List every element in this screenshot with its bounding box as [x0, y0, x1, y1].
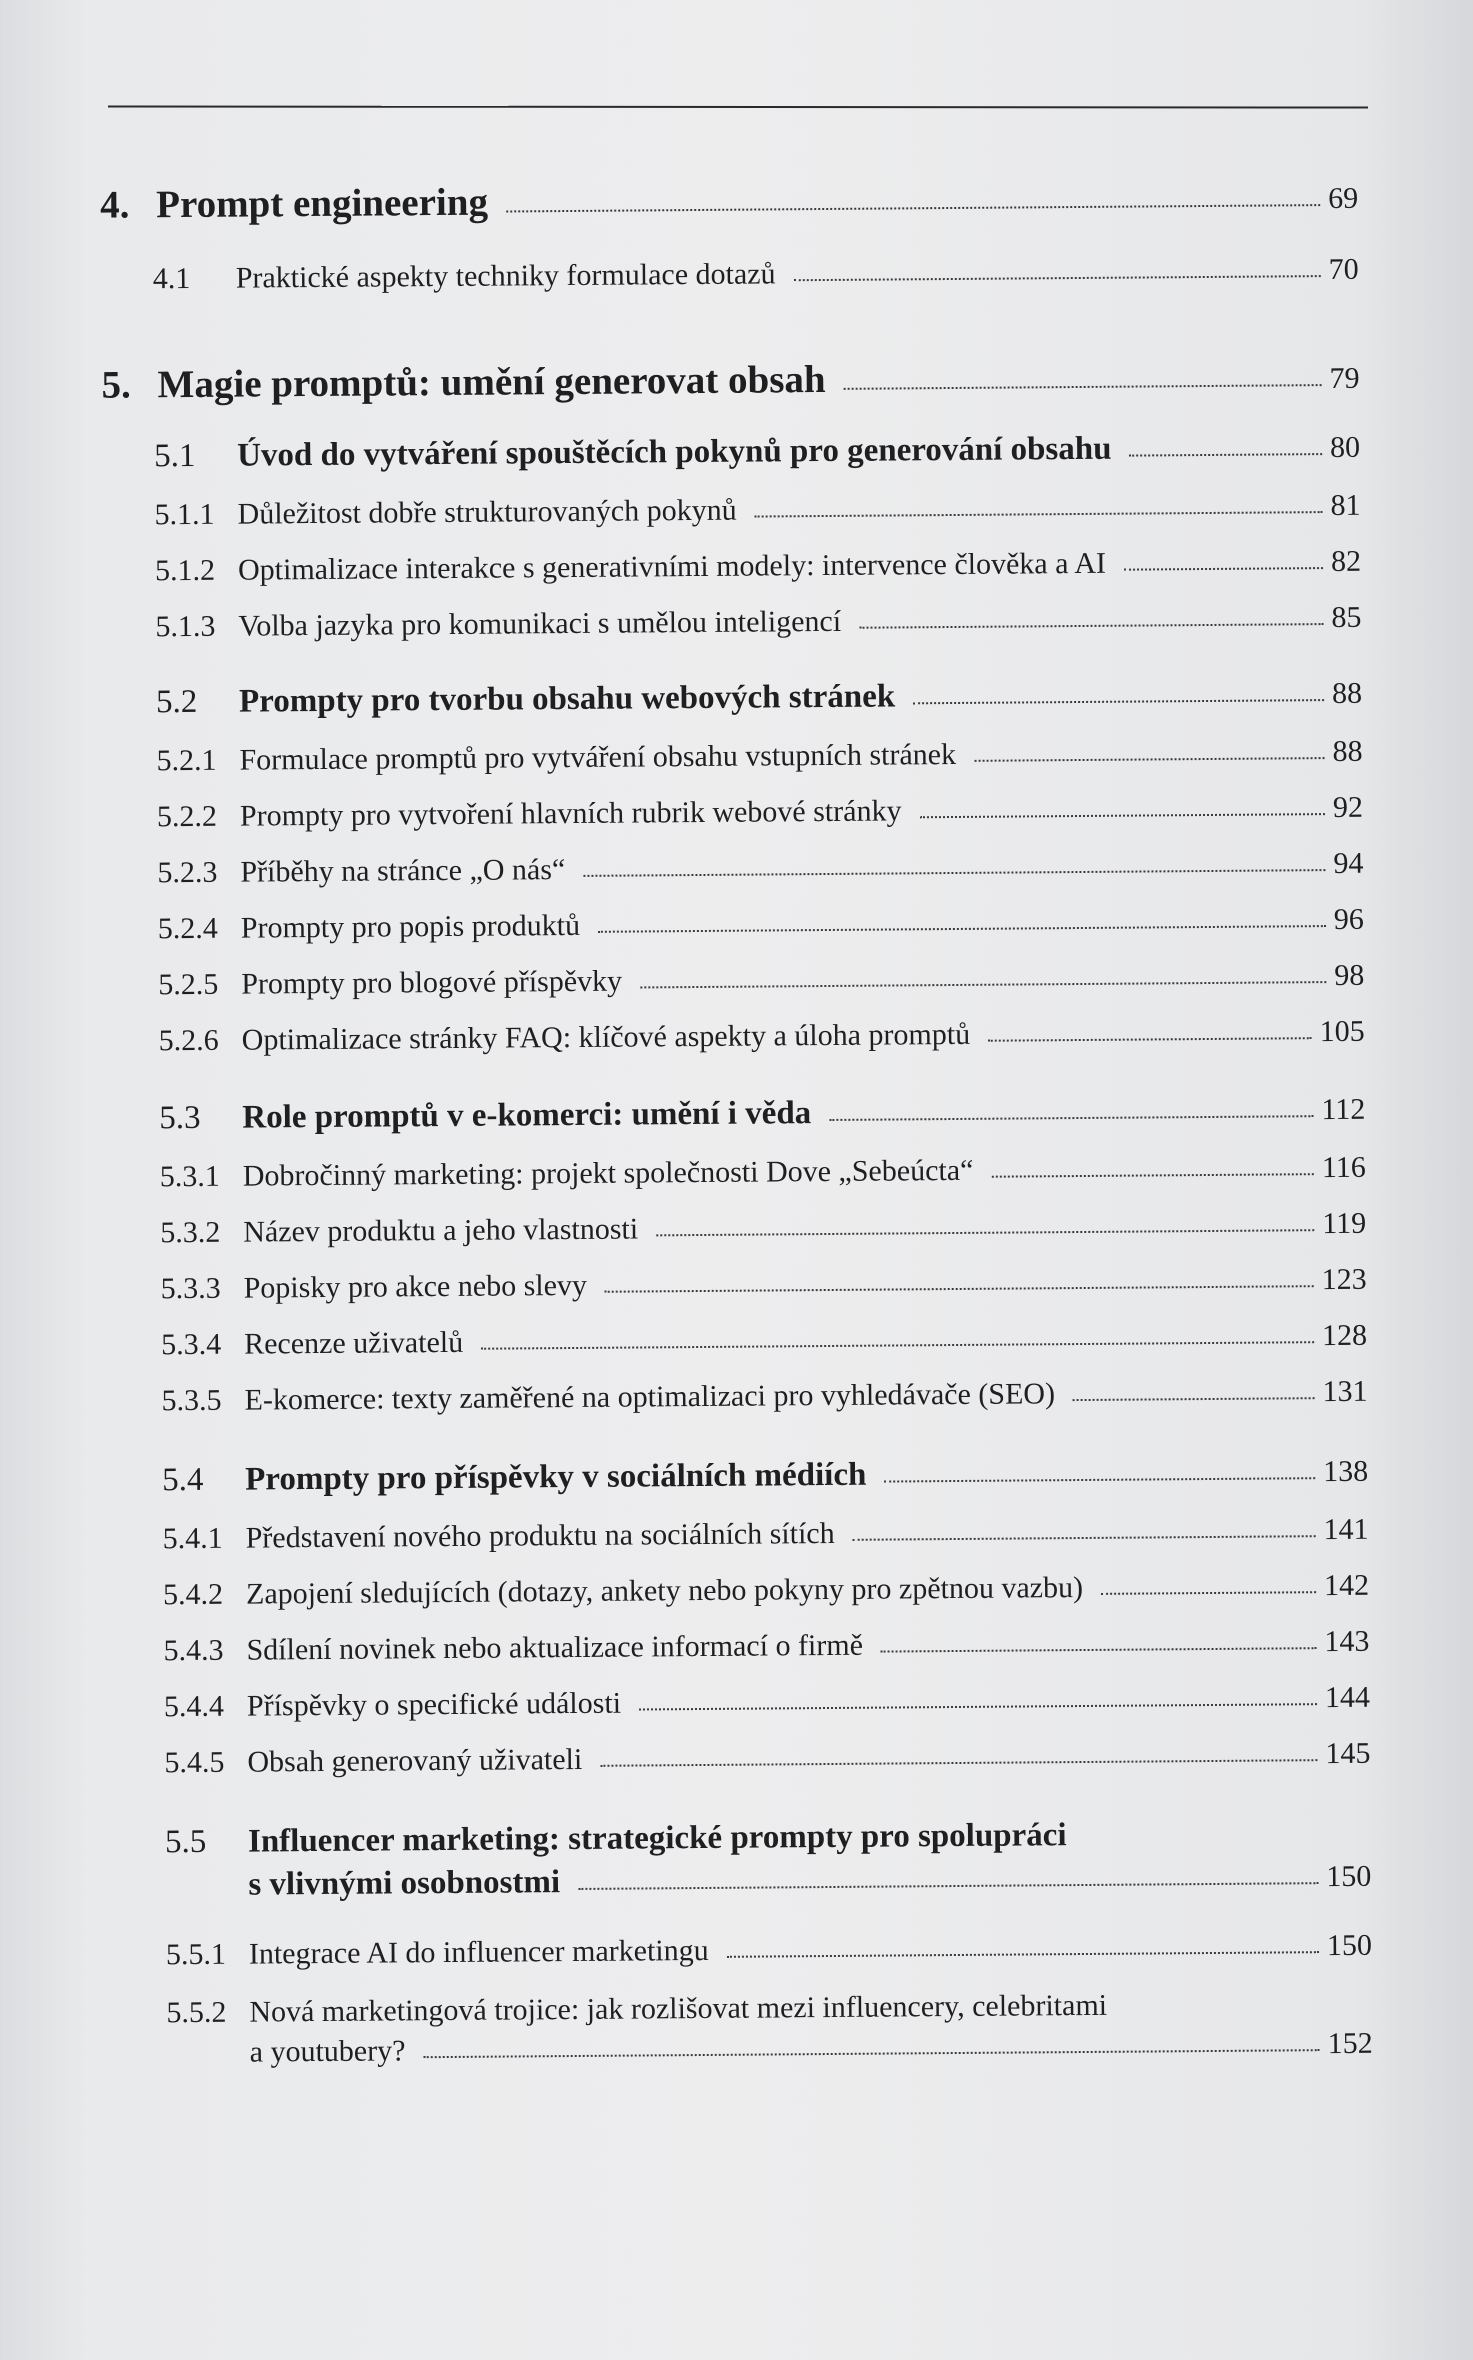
dot-leader	[884, 1473, 1315, 1482]
toc-entry-section[interactable]	[162, 1453, 1368, 1499]
entry-number: 5.2.3	[157, 855, 218, 890]
toc-entry-subsection[interactable]	[156, 735, 1362, 778]
entry-title-line1: Nová marketingová trojice: jak rozlišovat mezi influencery, celebritami	[249, 1988, 1108, 2029]
toc-entry-chapter[interactable]	[100, 173, 1358, 228]
entry-page: 150	[1326, 1859, 1372, 1894]
entry-page: 88	[1332, 734, 1363, 769]
entry-title: Prompty pro blogové příspěvky	[241, 964, 623, 1001]
toc-entry-subsection[interactable]	[158, 903, 1364, 946]
entry-title: Příspěvky o specifické události	[246, 1686, 622, 1723]
toc-entry-subsection[interactable]	[163, 1625, 1369, 1668]
entry-title: Obsah generovaný uživateli	[247, 1742, 583, 1779]
entry-page: 116	[1321, 1150, 1366, 1185]
dot-leader	[640, 977, 1326, 988]
entry-title: Úvod do vytváření spouštěcích pokynů pro generování obsahu	[236, 430, 1112, 474]
dot-leader	[755, 507, 1323, 517]
entry-title: Popisky pro akce nebo slevy	[243, 1268, 588, 1305]
dot-leader	[1130, 449, 1323, 457]
dot-leader	[991, 1169, 1314, 1178]
toc-entry-subsection[interactable]	[161, 1375, 1367, 1418]
entry-page: 119	[1322, 1206, 1367, 1241]
entry-page: 70	[1328, 252, 1359, 287]
toc-entry-section[interactable]	[154, 429, 1360, 475]
entry-page: 79	[1329, 361, 1360, 396]
toc-entry-section[interactable]	[165, 1815, 1372, 1904]
dot-leader	[600, 1755, 1317, 1767]
toc-entry-subsection[interactable]	[161, 1263, 1367, 1306]
toc-entry-subsection[interactable]	[155, 545, 1361, 588]
entry-number: 5.2.1	[156, 743, 217, 778]
entry-page: 152	[1327, 2026, 1373, 2061]
entry-number: 5.3.4	[160, 1327, 222, 1362]
entry-number: 5.3.2	[160, 1215, 221, 1250]
entry-page: 142	[1323, 1568, 1370, 1603]
entry-number: 5.4	[162, 1461, 204, 1499]
entry-title: E-komerce: texty zaměřené na optimalizaci pro vyhledávače (SEO)	[244, 1377, 1056, 1417]
entry-title: Optimalizace interakce s generativními modely: intervence člověka a AI	[237, 546, 1107, 587]
toc-entry-subsection[interactable]	[160, 1207, 1366, 1250]
entry-title-line2: a youtubery?	[249, 2034, 406, 2069]
entry-title: Zapojení sledujících (dotazy, ankety nebo pokyny pro zpětnou vazbu)	[245, 1571, 1084, 1611]
entry-page: 85	[1331, 600, 1362, 635]
dot-leader	[727, 1947, 1319, 1958]
entry-page: 80	[1329, 430, 1361, 465]
entry-title: Role promptů v e-komerci: umění i věda	[242, 1095, 812, 1136]
entry-page: 105	[1319, 1014, 1365, 1049]
entry-title: Název produktu a jeho vlastnosti	[243, 1212, 639, 1249]
entry-page: 82	[1330, 544, 1362, 579]
dot-leader	[1073, 1393, 1315, 1401]
entry-page: 143	[1324, 1624, 1370, 1659]
entry-number: 5.1.3	[155, 609, 216, 644]
dot-leader	[859, 619, 1323, 629]
dot-leader	[974, 753, 1325, 762]
entry-title: Důležitost dobře strukturovaných pokynů	[237, 493, 737, 531]
entry-title-line1: Influencer marketing: strategické prompty pro spolupráci	[247, 1817, 1067, 1860]
entry-page: 94	[1333, 846, 1364, 881]
entry-page: 128	[1321, 1318, 1368, 1353]
entry-title: Představení nového produktu na sociálních sítích	[245, 1516, 835, 1555]
entry-number: 5.1.1	[154, 497, 215, 532]
entry-page: 138	[1323, 1454, 1369, 1489]
toc-entry-subsection[interactable]	[157, 791, 1363, 834]
entry-number: 5.5.1	[165, 1937, 227, 1972]
toc-entry-subsection[interactable]	[158, 959, 1364, 1002]
entry-title: Příběhy na stránce „O nás“	[240, 853, 566, 889]
entry-title: Dobročinný marketing: projekt společnosti Dove „Sebeúcta“	[242, 1153, 974, 1193]
entry-number: 5.2.2	[156, 799, 218, 834]
entry-number: 5.2.4	[157, 911, 218, 946]
entry-number: 5.5.2	[166, 1995, 227, 2030]
entry-number: 5.1	[154, 437, 196, 475]
entry-number: 5.4.1	[162, 1521, 223, 1556]
dot-leader	[605, 1281, 1314, 1293]
entry-page: 150	[1326, 1928, 1373, 1963]
entry-page: 112	[1321, 1092, 1366, 1127]
entry-title: Prompty pro vytvoření hlavních rubrik webové stránky	[239, 794, 902, 833]
entry-page: 81	[1330, 488, 1361, 523]
entry-title: Optimalizace stránky FAQ: klíčové aspekty a úloha promptů	[241, 1017, 971, 1057]
entry-number: 5.	[101, 363, 131, 407]
dot-leader	[481, 1337, 1314, 1350]
entry-title: Prompty pro popis produktů	[240, 908, 581, 945]
entry-page: 145	[1325, 1736, 1371, 1771]
entry-title: Volba jazyka pro komunikaci s umělou inteligencí	[238, 604, 842, 643]
entry-number: 5.3.1	[159, 1159, 220, 1194]
toc-entry-section[interactable]	[156, 675, 1362, 721]
toc-entry-subsection[interactable]	[166, 1929, 1372, 1972]
dot-leader	[913, 695, 1324, 704]
toc-entry-subsection[interactable]	[157, 847, 1363, 890]
dot-leader	[1124, 563, 1323, 571]
dot-leader	[829, 1111, 1313, 1121]
toc-entry-subsection[interactable]	[160, 1151, 1366, 1194]
dot-leader	[844, 380, 1322, 390]
toc-entry-subsection[interactable]	[161, 1319, 1367, 1362]
entry-number: 5.3	[159, 1099, 201, 1137]
entry-title: Recenze uživatelů	[243, 1325, 464, 1361]
entry-page: 96	[1333, 902, 1364, 937]
dot-leader	[639, 1699, 1317, 1710]
toc-entry-subsection[interactable]	[163, 1513, 1369, 1556]
entry-number: 5.3.5	[161, 1383, 222, 1418]
entry-number: 4.	[99, 183, 130, 227]
entry-page: 92	[1332, 790, 1364, 825]
toc-entry-subsection[interactable]	[153, 253, 1359, 296]
entry-title: Magie promptů: umění generovat obsah	[157, 357, 826, 407]
entry-title: Sdílení novinek nebo aktualizace informací o firmě	[246, 1628, 864, 1667]
toc-entry-subsection[interactable]	[159, 1015, 1365, 1058]
entry-title: Prompty pro tvorbu obsahu webových stránek	[238, 678, 896, 720]
dot-leader	[506, 200, 1320, 212]
entry-number: 5.4.2	[162, 1577, 224, 1612]
entry-page: 88	[1331, 676, 1363, 711]
dot-leader	[423, 2045, 1319, 2058]
dot-leader	[578, 1878, 1318, 1890]
entry-title: Prompt engineering	[155, 180, 489, 227]
dot-leader	[920, 809, 1325, 818]
entry-number: 5.2.5	[158, 967, 219, 1002]
entry-number: 5.1.2	[154, 553, 216, 588]
toc-entry-subsection[interactable]	[154, 489, 1360, 532]
entry-number: 5.4.5	[164, 1745, 225, 1780]
entry-page: 131	[1322, 1374, 1368, 1409]
entry-title: Prompty pro příspěvky v sociálních médiích	[245, 1456, 867, 1498]
toc-entry-subsection[interactable]	[164, 1681, 1370, 1724]
toc-entry-chapter[interactable]	[101, 353, 1359, 408]
dot-leader	[853, 1531, 1316, 1541]
entry-title: Formulace promptů pro vytváření obsahu vstupních stránek	[239, 737, 957, 777]
dot-leader	[598, 921, 1326, 933]
entry-title-line2: s vlivnými osobnostmi	[248, 1864, 561, 1903]
entry-number: 5.4.3	[163, 1633, 224, 1668]
entry-title: Praktické aspekty techniky formulace dotazů	[235, 257, 776, 295]
entry-page: 98	[1334, 958, 1365, 993]
entry-page: 69	[1328, 181, 1359, 216]
toc-entry-section[interactable]	[159, 1091, 1365, 1137]
dot-leader	[988, 1033, 1312, 1042]
entry-page: 123	[1321, 1262, 1367, 1297]
dot-leader	[656, 1225, 1314, 1236]
entry-number: 5.2.6	[158, 1023, 219, 1058]
dot-leader	[1101, 1587, 1316, 1595]
entry-page: 141	[1323, 1512, 1369, 1547]
entry-number: 5.3.3	[160, 1271, 221, 1306]
entry-number: 4.1	[152, 261, 191, 296]
entry-page: 144	[1324, 1680, 1371, 1715]
entry-number: 5.5	[164, 1823, 207, 1861]
toc-entry-subsection[interactable]	[155, 601, 1361, 644]
toc-entry-subsection[interactable]	[163, 1569, 1369, 1612]
toc-entry-subsection[interactable]	[164, 1737, 1370, 1780]
entry-number: 5.4.4	[163, 1689, 225, 1724]
entry-number: 5.2	[155, 683, 198, 721]
dot-leader	[583, 865, 1325, 877]
entry-title: Integrace AI do influencer marketingu	[248, 1933, 709, 1971]
dot-leader	[794, 271, 1321, 281]
dot-leader	[881, 1643, 1317, 1652]
toc-entry-subsection[interactable]	[166, 1987, 1373, 2070]
